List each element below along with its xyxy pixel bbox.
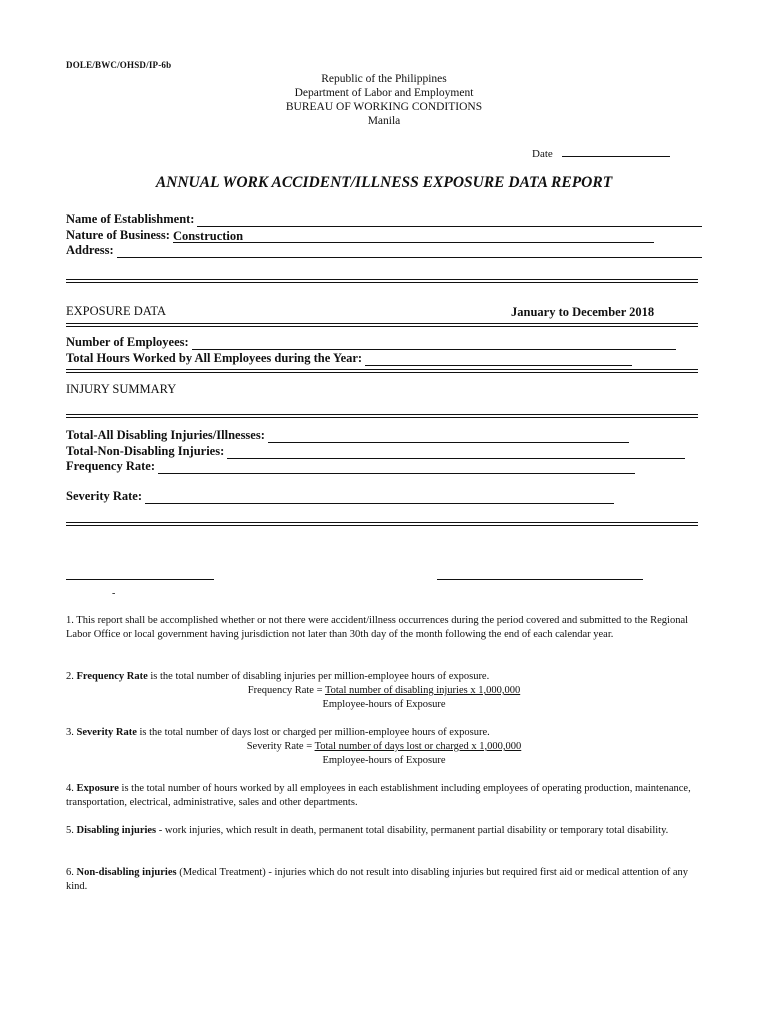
note-3: 3. Severity Rate is the total number of days lost or charged per million-employee hours of exposure.	[66, 727, 490, 738]
divider	[66, 323, 698, 327]
non-disabling-label: Total-Non-Disabling Injuries:	[66, 444, 225, 458]
note-5: 5. Disabling injuries - work injuries, which result in death, permanent total disability, permanent partial disability or temporary total disability.	[66, 825, 669, 836]
disabling-field	[66, 428, 629, 443]
address-field	[66, 243, 702, 258]
severity-formula: Severity Rate = Total number of days lost or charged x 1,000,000	[246, 741, 522, 752]
signature-dash: -	[112, 588, 116, 599]
hours-label: Total Hours Worked by All Employees during the Year:	[66, 351, 363, 365]
header-city: Manila	[367, 115, 401, 127]
frequency-formula: Frequency Rate = Total number of disabling injuries x 1,000,000	[247, 685, 521, 696]
frequency-input[interactable]	[158, 461, 635, 474]
employees-field	[66, 335, 676, 350]
severity-formula-denominator: Employee-hours of Exposure	[322, 755, 446, 766]
address-input[interactable]	[117, 245, 702, 258]
business-input[interactable]: Construction	[173, 230, 654, 243]
severity-field	[66, 489, 614, 504]
frequency-formula-denominator: Employee-hours of Exposure	[322, 699, 446, 710]
signature-line-left[interactable]	[66, 579, 214, 580]
note-2: 2. Frequency Rate is the total number of disabling injuries per million-employee hours of exposure.	[66, 671, 490, 682]
establishment-input[interactable]	[197, 214, 702, 227]
divider	[66, 414, 698, 418]
address-label: Address:	[66, 243, 114, 257]
business-field	[66, 228, 654, 243]
frequency-field	[66, 459, 635, 474]
hours-input[interactable]	[365, 353, 632, 366]
disabling-input[interactable]	[268, 430, 629, 443]
divider	[66, 279, 698, 283]
date-row	[532, 146, 670, 160]
business-label: Nature of Business:	[66, 228, 170, 242]
header-bureau: BUREAU OF WORKING CONDITIONS	[285, 101, 483, 113]
header-department: Department of Labor and Employment	[294, 87, 474, 99]
hours-field	[66, 351, 632, 366]
disabling-label: Total-All Disabling Injuries/Illnesses:	[66, 428, 265, 442]
form-code: DOLE/BWC/OHSD/IP-6b	[66, 60, 172, 70]
frequency-label: Frequency Rate:	[66, 459, 155, 473]
report-period: January to December 2018	[511, 305, 655, 319]
injury-heading: INJURY SUMMARY	[66, 382, 177, 396]
divider	[66, 369, 698, 373]
employees-input[interactable]	[192, 337, 676, 350]
date-input-line[interactable]	[562, 146, 670, 157]
severity-label: Severity Rate:	[66, 489, 143, 503]
exposure-heading: EXPOSURE DATA	[66, 304, 167, 318]
establishment-label: Name of Establishment:	[66, 212, 195, 226]
note-1: 1. This report shall be accomplished whether or not there were accident/illness occurrences during the period covered and submitted to the Regional Labor Office or local government having jurisdiction not later than 30th day of the month following the end of each calendar year.	[66, 615, 689, 640]
establishment-field	[66, 212, 702, 227]
header-republic: Republic of the Philippines	[321, 73, 447, 85]
non-disabling-field	[66, 444, 685, 459]
non-disabling-input[interactable]	[227, 446, 685, 459]
note-4: 4. Exposure is the total number of hours worked by all employees in each establishment including employees of operating production, maintenance, transportation, electrical, administrative, sales and other departments.	[66, 783, 691, 808]
severity-input[interactable]	[145, 491, 614, 504]
date-label: Date	[532, 148, 553, 160]
divider	[66, 522, 698, 526]
note-6: 6. Non-disabling injuries (Medical Treatment) - injuries which do not result into disabling injuries but required first aid or medical attention of any kind.	[66, 867, 689, 892]
report-title: ANNUAL WORK ACCIDENT/ILLNESS EXPOSURE DATA REPORT	[155, 174, 613, 191]
employees-label: Number of Employees:	[66, 335, 189, 349]
signature-line-right[interactable]	[437, 579, 643, 580]
